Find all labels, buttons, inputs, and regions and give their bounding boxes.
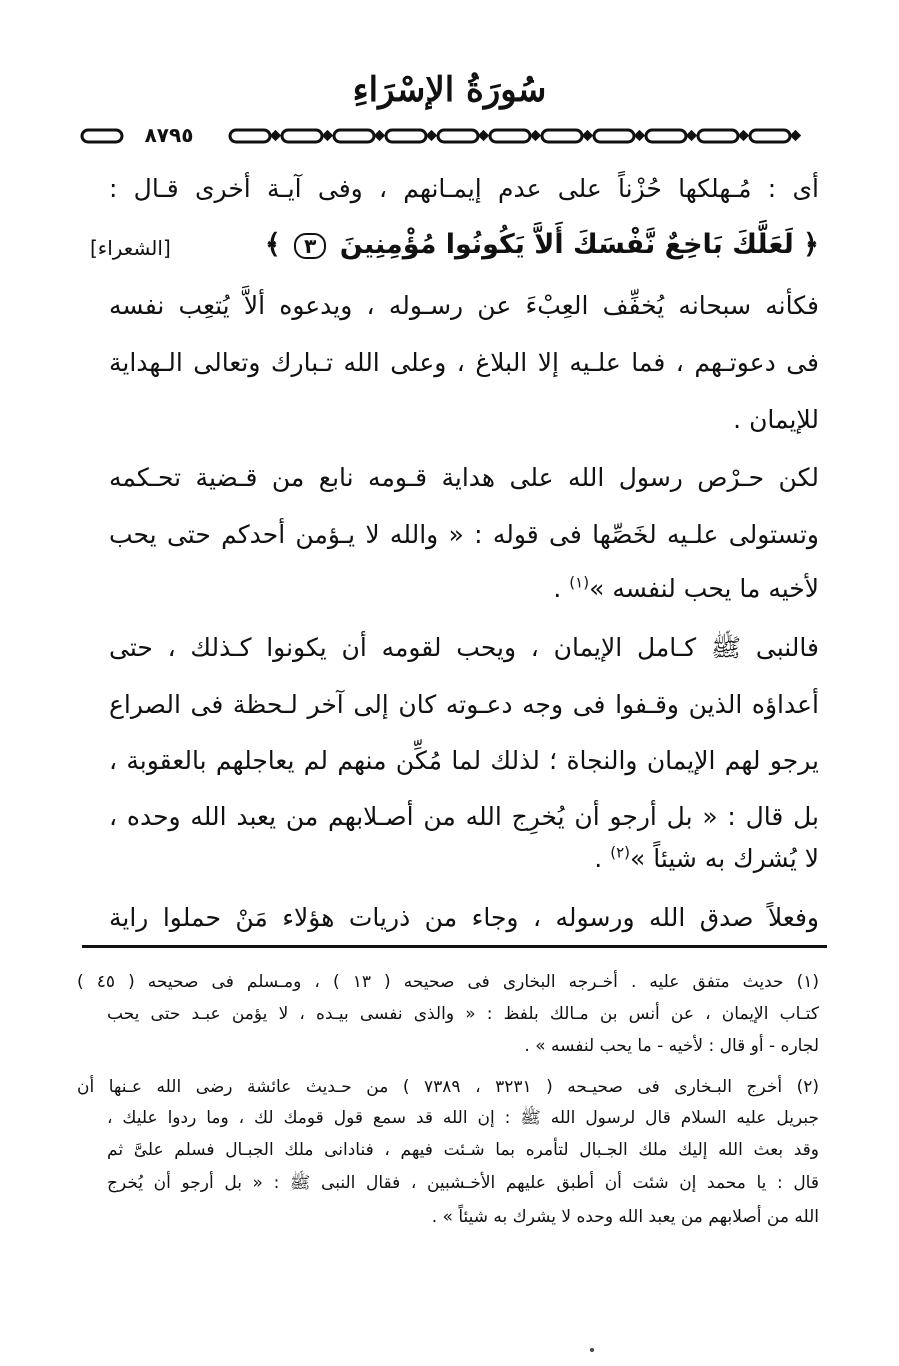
footnote-line: (٢) أخرج البـخارى فى صحيـحه ( ٣٢٣١ ، ٧٣٨٩ ) من حـديث عائشة رضى الله عـنها أن (77, 1077, 820, 1097)
footnote-line: (١) حديث متفق عليه . أخـرجه البخارى فى صحيحه ( ١٣ ) ، ومـسلم فى صحيحه ( ٤٥ ) (77, 972, 819, 992)
footnote-line: قال : يا محمد إن شئت أن أطبق عليهم الأخـشبين ، فقال النبى ﷺ : « بل أرجو أن يُخرج (107, 1173, 819, 1193)
ornament-link (646, 130, 686, 142)
ayah-number: ٣ (294, 233, 326, 259)
body-text: لأخيه ما يحب لنفسه » (589, 574, 819, 603)
footnote-mark-1: (١) (569, 573, 590, 592)
ornament-diamond (636, 132, 643, 139)
footnote-line: جبريل عليه السلام قال لرسول الله ﷺ : إن الله قد سمع قول قومك لك ، وما ردوا عليك ، (107, 1108, 819, 1128)
footnote-divider (82, 945, 827, 948)
body-line: فى دعوتـهم ، فما علـيه إلا البلاغ ، وعلى الله تـبارك وتعالى الـهداية (109, 348, 819, 377)
ornament-diamond (428, 132, 435, 139)
body-line: للإيمان . (733, 405, 819, 434)
body-line: فكأنه سبحانه يُخفِّف العِبْءَ عن رسـوله ، ويدعوه ألاَّ يُتعِب نفسه (109, 291, 819, 320)
footnote-mark-2: (٢) (610, 843, 630, 862)
ornament-diamond (324, 132, 331, 139)
ornament-link (698, 130, 738, 142)
surah-title: سُورَةُ الإسْرَاءِ (352, 70, 547, 110)
verse-reference: [الشعراء] (90, 236, 171, 260)
footnote-line: كتـاب الإيمان ، عن أنس بن مـالك بلفظ : « والذى نفسى بيـده ، لا يؤمن عبـد حتى يحب (107, 1004, 819, 1024)
ornament-link (82, 130, 122, 142)
ornament-diamond (584, 132, 591, 139)
verse-text: لَعَلَّكَ بَاخِعٌ نَّفْسَكَ أَلاَّ يَكُونُوا مُؤْمِنِينَ (339, 229, 794, 260)
body-line: أى : مُـهلكها حُزْناً على عدم إيمـانهم ، وفى آيـة أخرى قـال : (109, 174, 819, 203)
page-number: ٨٧٩٥ (124, 123, 214, 147)
footnote-line: الله من أصلابهم من يعبد الله وحده لا يشرك به شيئاً » . (431, 1207, 819, 1227)
body-line: بل قال : « بل أرجو أن يُخرِج الله من أصـلابهم من يعبد الله وحده ، (109, 802, 819, 831)
verse-bracket-close: ﴾ (264, 229, 281, 260)
body-line: وتستولى علـيه لخَصِّها فى قوله : « والله لا يـؤمن أحدكم حتى يحب (109, 520, 819, 549)
ornament-link (750, 130, 790, 142)
ornament-link (542, 130, 582, 142)
footnote-line: لجاره - أو قال : لأخيه - ما يحب لنفسه » . (524, 1036, 819, 1056)
body-line: وفعلاً صدق الله ورسوله ، وجاء من ذريات هؤلاء مَنْ حملوا راية (109, 903, 819, 932)
ornament-link (594, 130, 634, 142)
ornament-diamond (376, 132, 383, 139)
ornament-diamond (480, 132, 487, 139)
header-ornament-border (80, 123, 840, 147)
sentence-end: . (553, 574, 562, 603)
ornament-diamond (792, 132, 799, 139)
body-line (109, 842, 819, 876)
body-line (109, 572, 819, 606)
footnote-line: وقد بعث الله إليك ملك الجـبال لتأمره بما شـئت فيهم ، فنادانى ملك الجبـال فسلم علىَّ ثم (107, 1140, 819, 1160)
body-text: لا يُشرك به شيئاً » (629, 844, 819, 873)
body-line: أعداؤه الذين وقـفوا فى وجه دعـوته كان إلى آخر لـحظة فى الصراع (109, 690, 819, 719)
sentence-end: . (594, 844, 603, 873)
ornament-link (282, 130, 322, 142)
quran-verse (219, 228, 819, 262)
ornament-diamond (740, 132, 747, 139)
ornament-link (386, 130, 426, 142)
ornament-link (438, 130, 478, 142)
scan-speck (590, 1348, 594, 1352)
body-line: لكن حـرْص رسول الله على هداية قـومه نابع من قـضية تحـكمه (109, 463, 819, 492)
verse-bracket-open: ﴿ (803, 229, 819, 260)
body-line: فالنبى ﷺ كـامل الإيمان ، ويحب لقومه أن يكونوا كـذلك ، حتى (109, 633, 819, 662)
ornament-diamond (688, 132, 695, 139)
body-line: يرجو لهم الإيمان والنجاة ؛ لذلك لما مُكِّن منهم لم يعاجلهم بالعقوبة ، (109, 746, 819, 775)
ornament-link (490, 130, 530, 142)
ornament-link (334, 130, 374, 142)
ornament-link (230, 130, 270, 142)
ornament-diamond (272, 132, 279, 139)
ornament-diamond (532, 132, 539, 139)
